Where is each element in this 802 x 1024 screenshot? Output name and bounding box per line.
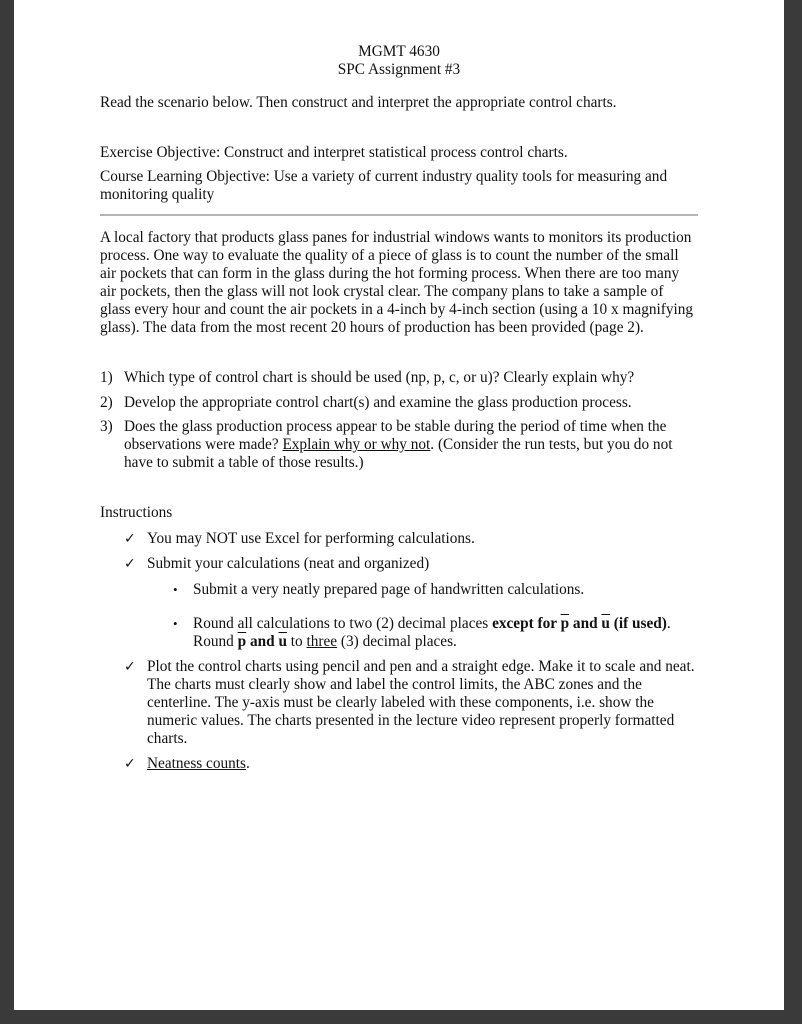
scenario-line: glass every hour and count the air pockets in a 4-inch by 4-inch section (using a 10 x magnifying [100, 301, 694, 318]
rounding-bold: except for [492, 615, 561, 632]
rounding-bold: (if used) [609, 615, 667, 632]
rounding-text: to [286, 633, 307, 650]
scenario-line: glass). The data from the most recent 20 hours of production has been provided (page 2). [100, 319, 644, 336]
question-number: 2) [100, 394, 113, 411]
question-text: Which type of control chart is should be used (np, p, c, or u)? Clearly explain why? [124, 369, 635, 386]
rounding-text: Round [193, 633, 238, 650]
exercise-objective: Exercise Objective: Construct and interpret statistical process control charts. [100, 144, 568, 161]
period-text: . [245, 755, 250, 772]
u-bar-symbol: $\overline{u}$ [601, 615, 610, 632]
course-code: MGMT 4630 [358, 43, 440, 60]
instruction-item-line: charts. [147, 730, 188, 747]
instruction-item: You may NOT use Excel for performing calculations. [147, 530, 475, 547]
instructions-heading: Instructions [100, 504, 173, 521]
instruction-item-line: The charts must clearly show and label the control limits, the ABC zones and the [147, 676, 642, 693]
checkmark-icon: ✓ [124, 659, 136, 675]
question-text: Does the glass production process appear to be stable during the period of time when the [124, 418, 667, 435]
instruction-item-line: Plot the control charts using pencil and pen and a straight edge. Make it to scale and neat. [147, 658, 695, 675]
instruction-subitem-rounding [193, 615, 671, 633]
rounding-text: (3) decimal places. [337, 633, 457, 650]
bullet-icon: • [173, 582, 178, 597]
course-objective-line2: monitoring quality [100, 186, 215, 203]
instruction-item-line: numeric values. The charts presented in the lecture video represent properly formatted [147, 712, 675, 729]
neatness-counts-underlined: Neatness counts [147, 755, 246, 772]
three-underlined: three [306, 633, 338, 650]
rounding-text: . [666, 615, 671, 632]
question-number: 3) [100, 418, 113, 435]
document-page [14, 0, 784, 1010]
instruction-subitem-rounding-line2 [193, 633, 457, 651]
scenario-line: process. One way to evaluate the quality of a piece of glass is to count the number of the small [100, 247, 679, 264]
scenario-line: A local factory that products glass panes for industrial windows wants to monitors its production [100, 229, 692, 246]
p-bar-symbol: $\overline{p}$ [560, 615, 570, 632]
rounding-bold: and [569, 615, 602, 632]
checkmark-icon: ✓ [124, 531, 136, 547]
checkmark-icon: ✓ [124, 556, 136, 572]
question-text-line3: have to submit a table of those results.) [124, 454, 364, 471]
instruction-item: Submit your calculations (neat and organized) [147, 555, 430, 572]
explain-why-underlined: Explain why or why not [282, 436, 431, 453]
question-text: Develop the appropriate control chart(s) and examine the glass production process. [124, 394, 632, 411]
assignment-title: SPC Assignment #3 [337, 61, 461, 78]
bullet-icon: • [173, 616, 178, 631]
question-text-post: . (Consider the run tests, but you do not [430, 436, 673, 453]
course-objective-line1: Course Learning Objective: Use a variety of current industry quality tools for measuring and [100, 168, 668, 185]
scenario-line: air pockets, then the glass will not look crystal clear. The company plans to take a sample of [100, 283, 664, 300]
question-number: 1) [100, 369, 113, 386]
p-bar-symbol: $\overline{p}$ [237, 633, 247, 650]
instruction-item-line: centerline. The y-axis must be clearly labeled with these components, i.e. show the [147, 694, 654, 711]
checkmark-icon: ✓ [124, 756, 136, 772]
instruction-subitem: Submit a very neatly prepared page of handwritten calculations. [193, 581, 585, 598]
intro-text: Read the scenario below. Then construct and interpret the appropriate control charts. [100, 94, 617, 111]
u-bar-symbol: $\overline{u}$ [278, 633, 287, 650]
horizontal-divider [100, 214, 698, 216]
rounding-text: Round all calculations to two (2) decimal places [193, 615, 493, 632]
rounding-bold: and [246, 633, 279, 650]
scenario-line: air pockets that can form in the glass during the hot forming process. When there are too many [100, 265, 680, 282]
question-text-pre: observations were made? [124, 436, 283, 453]
question-text-line2 [124, 436, 672, 454]
instruction-item [147, 755, 250, 773]
